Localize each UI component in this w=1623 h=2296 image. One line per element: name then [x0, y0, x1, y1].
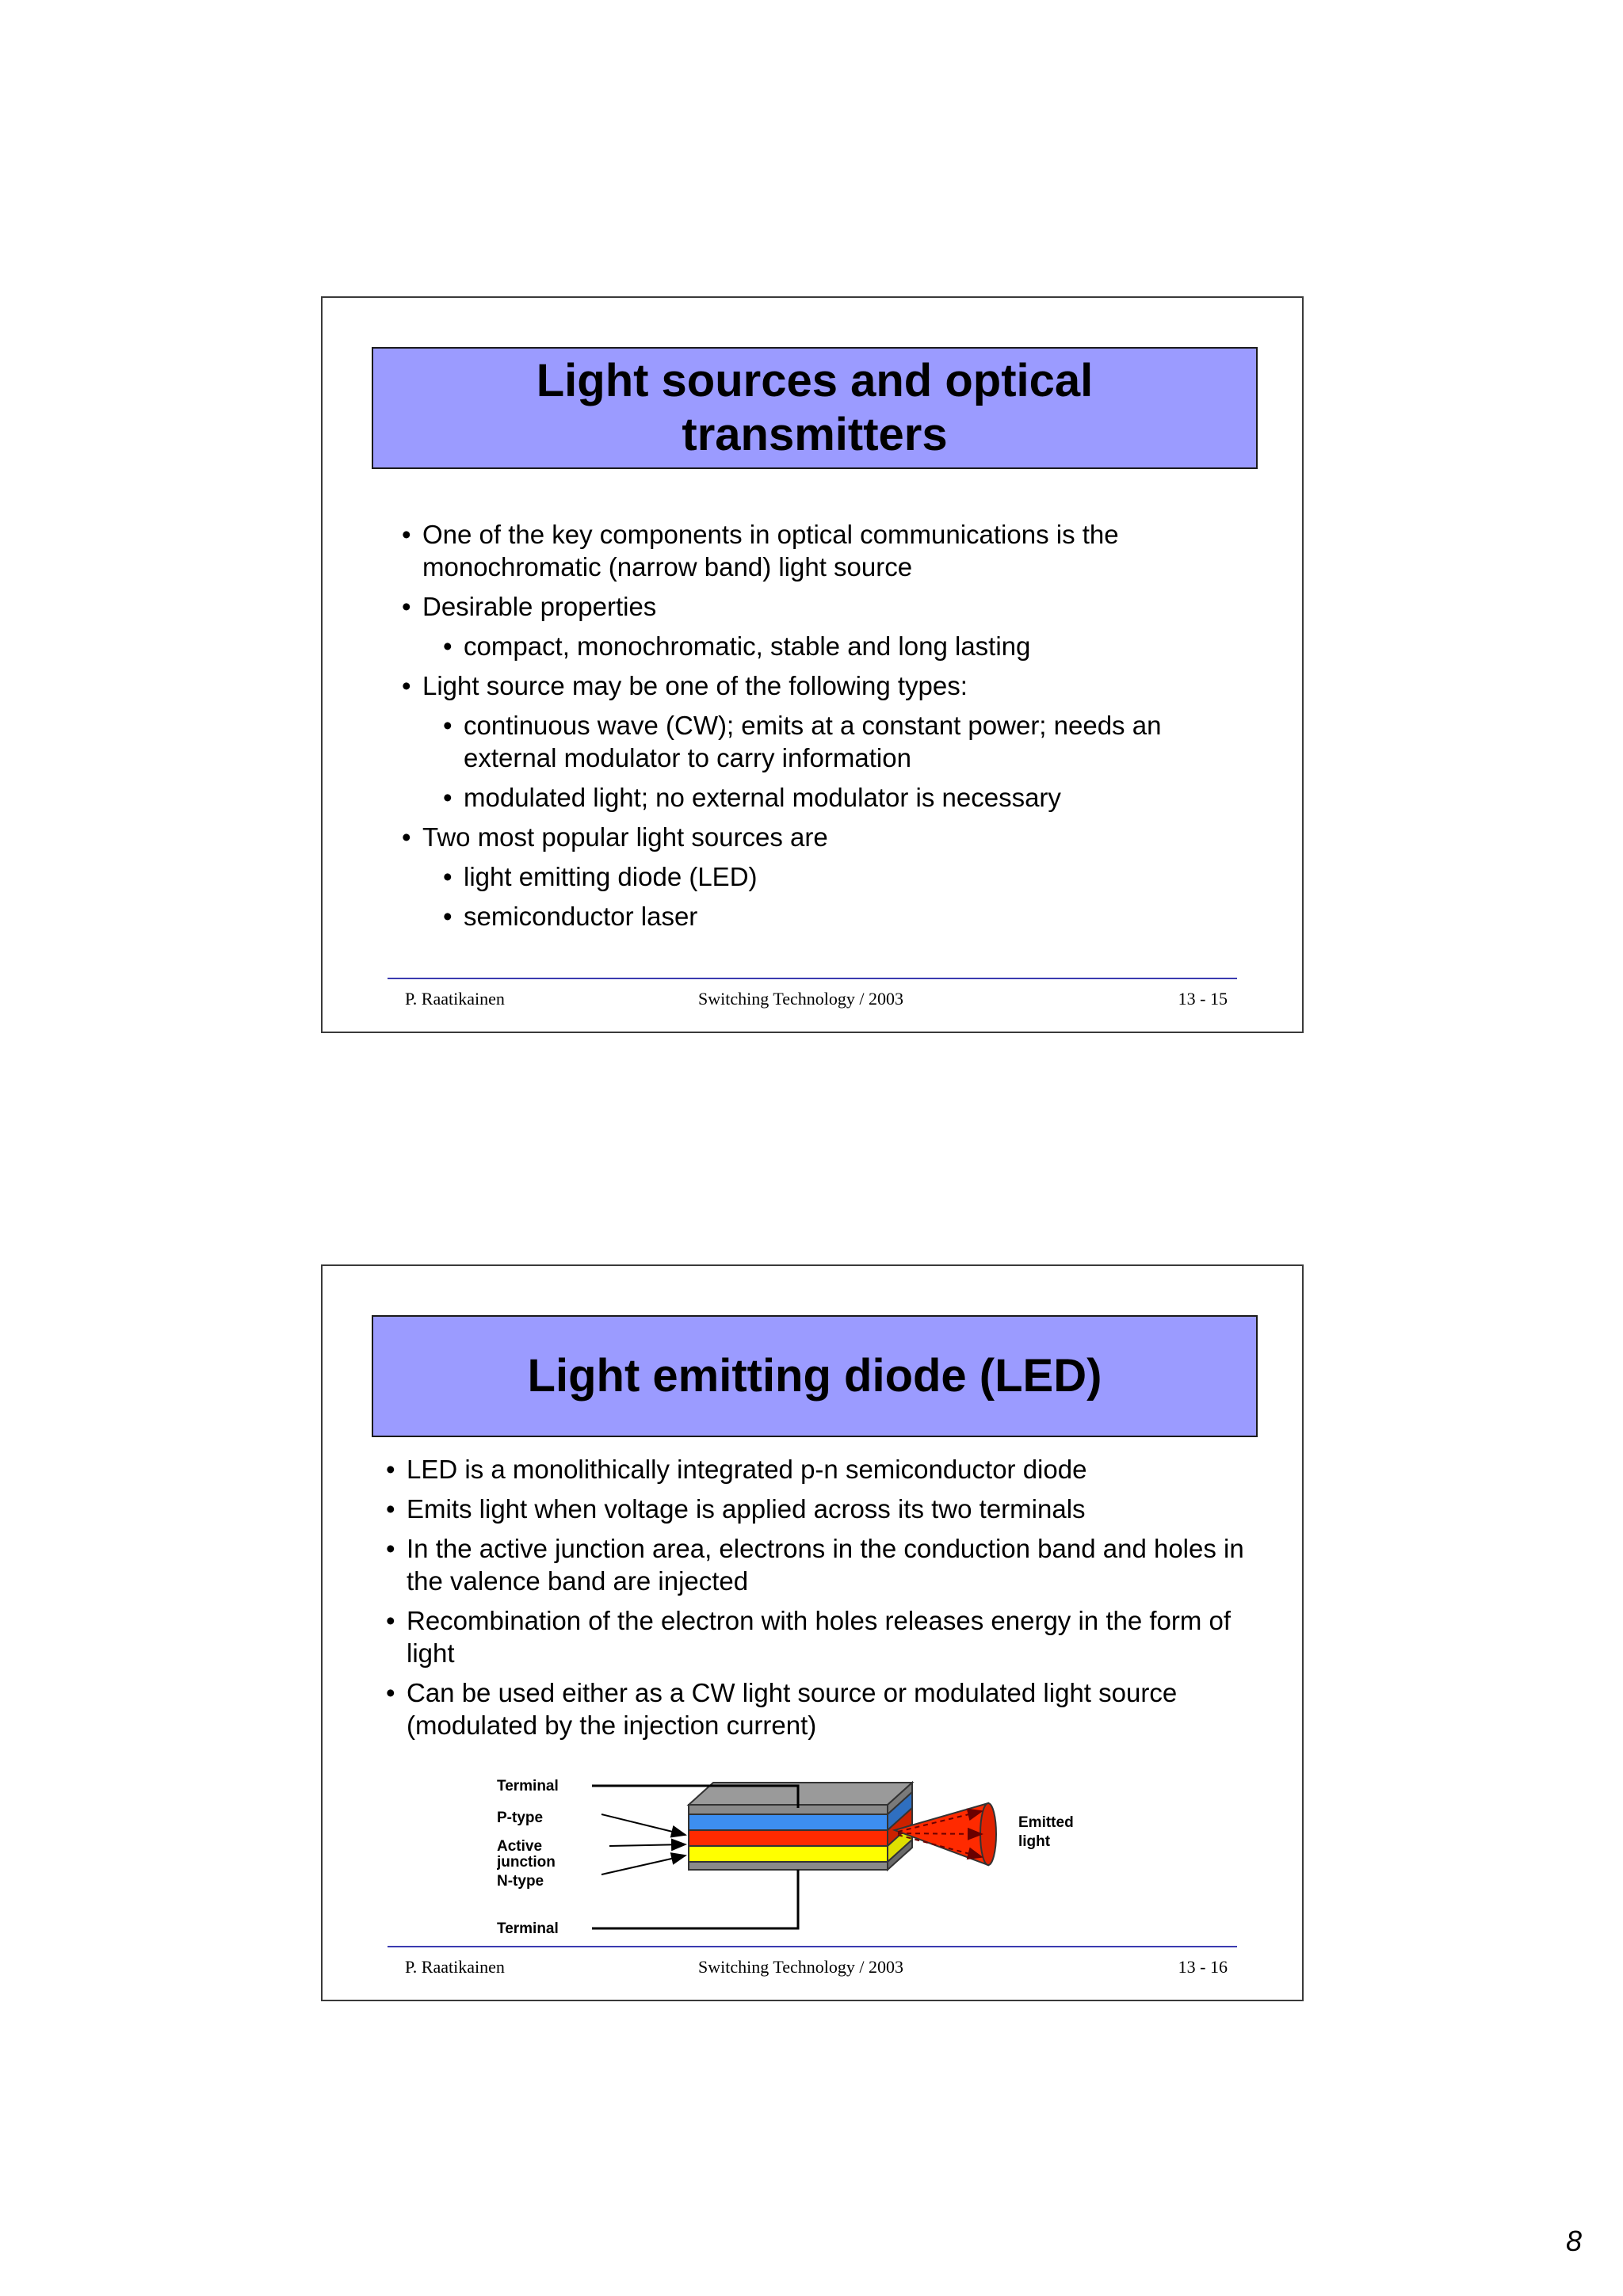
sub-bullet-item: • compact, monochromatic, stable and long lasting — [443, 630, 1254, 662]
footer-course: Switching Technology / 2003 — [698, 1957, 903, 1977]
bullet-list — [402, 518, 1254, 940]
bullet-item: • Can be used either as a CW light source or modulated light source (modulated by the injection current) — [386, 1676, 1254, 1741]
label-p-type: P-type — [497, 1810, 544, 1826]
bullet-item: • Light source may be one of the following types: — [402, 669, 1254, 702]
page-number: 8 — [1565, 2225, 1582, 2257]
footer-author: P. Raatikainen — [405, 1957, 505, 1977]
terminal-bottom-layer — [689, 1862, 888, 1870]
terminal-top-layer — [689, 1805, 888, 1814]
label-n-type: N-type — [497, 1873, 544, 1890]
bullet-item: • Two most popular light sources are — [402, 821, 1254, 853]
terminal-bottom-lead — [592, 1870, 798, 1928]
slide-title-box — [372, 347, 1258, 469]
label-terminal-bottom: Terminal — [497, 1920, 559, 1937]
slide-title: Light emitting diode (LED) — [527, 1350, 1102, 1402]
p-type-layer — [689, 1814, 888, 1830]
active-arrow — [609, 1844, 685, 1846]
footer-divider — [388, 978, 1237, 979]
footer-author: P. Raatikainen — [405, 989, 505, 1009]
bullet-list — [386, 1453, 1254, 1749]
bullet-item: • Desirable properties — [402, 590, 1254, 623]
label-junction: junction — [497, 1854, 556, 1871]
bullet-item: • LED is a monolithically integrated p-n semiconductor diode — [386, 1453, 1254, 1486]
label-light: light — [1018, 1833, 1051, 1850]
n-type-arrow — [601, 1855, 685, 1875]
slide-title-box — [372, 1315, 1258, 1437]
bullet-item: • In the active junction area, electrons in the conduction band and holes in the valence band are injected — [386, 1532, 1254, 1597]
sub-bullet-item: • semiconductor laser — [443, 900, 1254, 933]
bullet-item: • Recombination of the electron with holes releases energy in the form of light — [386, 1604, 1254, 1669]
bullet-item: • One of the key components in optical communications is the monochromatic (narrow band) light source — [402, 518, 1254, 583]
n-type-layer — [689, 1846, 888, 1862]
label-active: Active — [497, 1838, 543, 1855]
label-emitted: Emitted — [1018, 1814, 1074, 1831]
sub-bullet-item: • continuous wave (CW); emits at a constant power; needs an external modulator to carry information — [443, 709, 1254, 774]
footer-slide-number: 13 - 16 — [1178, 1957, 1228, 1977]
sub-bullet-item: • modulated light; no external modulator is necessary — [443, 781, 1254, 814]
sub-bullet-item: • light emitting diode (LED) — [443, 860, 1254, 893]
light-cone-end — [980, 1803, 996, 1865]
footer-divider — [388, 1946, 1237, 1947]
footer-course: Switching Technology / 2003 — [698, 989, 903, 1009]
label-terminal-top: Terminal — [497, 1778, 559, 1794]
slide-title: Light sources and optical transmitters — [536, 355, 1094, 460]
active-junction-layer — [689, 1830, 888, 1846]
slide-13-16 — [321, 1264, 1304, 2001]
bullet-item: • Emits light when voltage is applied across its two terminals — [386, 1493, 1254, 1525]
footer-slide-number: 13 - 15 — [1178, 989, 1228, 1009]
p-type-arrow — [601, 1814, 685, 1835]
led-structure-diagram — [497, 1773, 1099, 1947]
slide-13-15 — [321, 296, 1304, 1033]
